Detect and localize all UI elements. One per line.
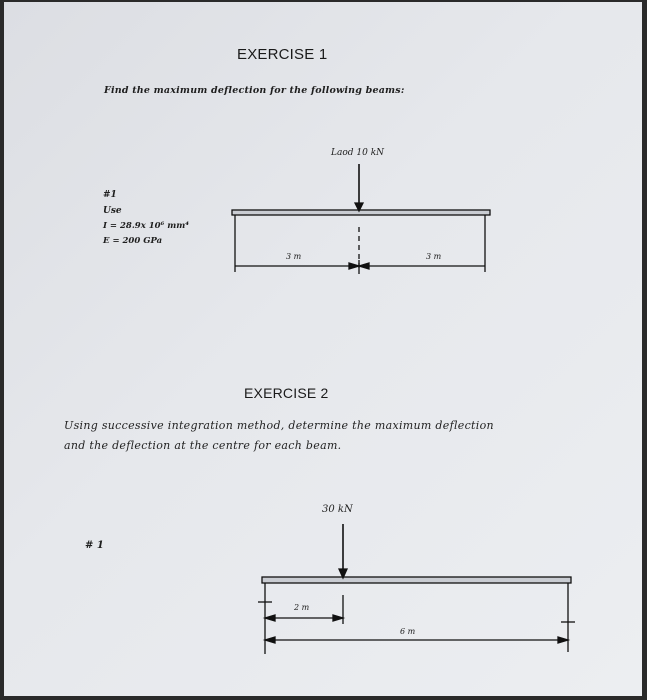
dim-total-arrow-left (265, 637, 275, 643)
elastic-modulus: E = 200 GPa (103, 236, 163, 246)
beam-diagram-2 (4, 2, 642, 696)
load-label-2: 30 kN (322, 504, 353, 515)
moment-of-inertia: I = 28.9x 10⁶ mm⁴ (103, 221, 189, 231)
exercise-2-instruction-line-1: Using successive integration method, determine the maximum deflection (64, 419, 494, 432)
exercise-1-instruction: Find the maximum deflection for the following beams: (104, 85, 405, 96)
worksheet-page (4, 2, 642, 696)
beam-number-1: #1 (103, 190, 117, 200)
exercise-2-title: EXERCISE 2 (244, 385, 329, 401)
dim-short-label: 2 m (294, 603, 310, 612)
span-left-label: 3 m (286, 252, 302, 261)
dim-total-label: 6 m (400, 627, 416, 636)
exercise-1-title: EXERCISE 1 (237, 46, 328, 63)
beam-number-2: # 1 (85, 540, 104, 551)
load-label-1: Laod 10 kN (331, 148, 385, 158)
dim-short-arrow-left (265, 615, 275, 621)
beam-2-body (262, 577, 571, 583)
exercise-2-instruction-line-2: and the deflection at the centre for each beam. (64, 439, 342, 452)
dim-short-arrow-right (333, 615, 343, 621)
dim-total-arrow-right (558, 637, 568, 643)
use-label: Use (103, 206, 122, 216)
span-right-label: 3 m (426, 252, 442, 261)
